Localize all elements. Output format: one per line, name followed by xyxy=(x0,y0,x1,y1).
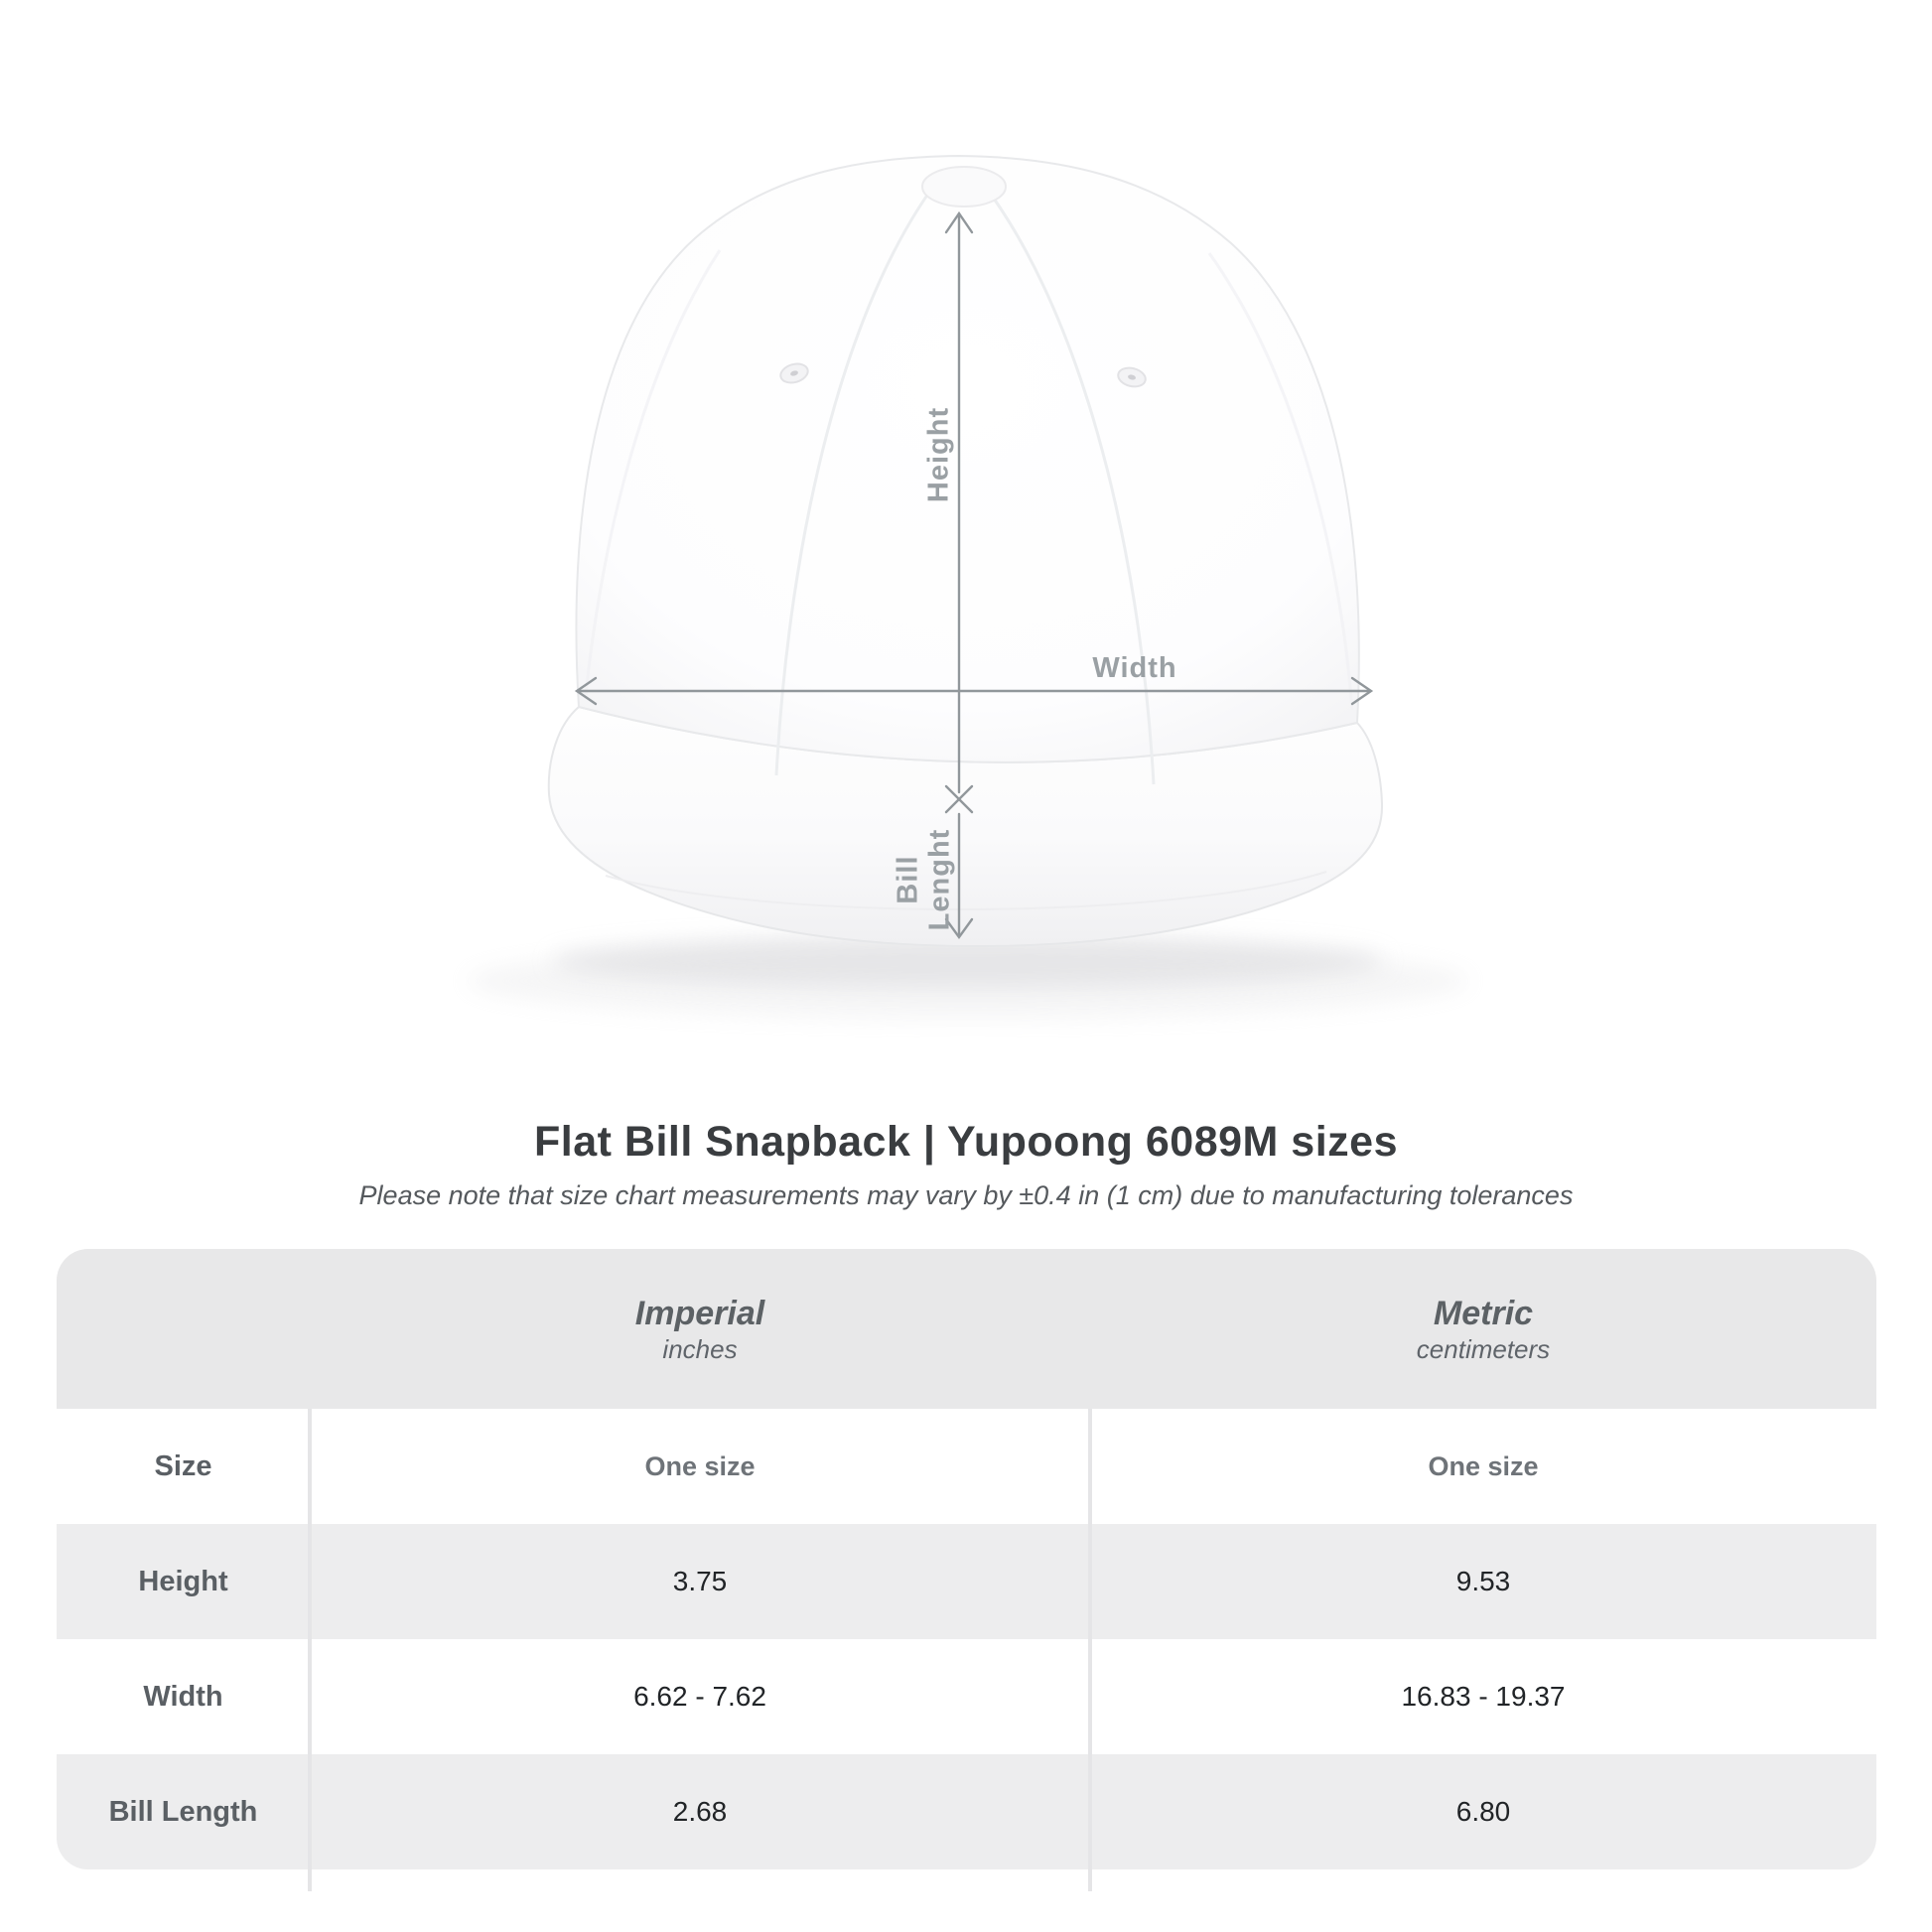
width-measure-label: Width xyxy=(1092,652,1177,684)
table-row xyxy=(57,1524,1876,1639)
tolerance-note: Please note that size chart measurements may vary by ±0.4 in (1 cm) due to manufacturing tolerances xyxy=(358,1180,1574,1210)
table-row xyxy=(57,1754,1876,1869)
metric-value: One size xyxy=(1428,1450,1539,1481)
metric-value: 9.53 xyxy=(1455,1566,1511,1596)
imperial-column-header xyxy=(310,1249,1090,1409)
column-divider xyxy=(308,1409,312,1891)
metric-column-header xyxy=(1090,1249,1876,1409)
row-label: Width xyxy=(143,1680,223,1713)
page-title: Flat Bill Snapback | Yupoong 6089M sizes xyxy=(534,1118,1398,1166)
table-header xyxy=(57,1249,1876,1409)
imperial-value: 6.62 - 7.62 xyxy=(633,1681,766,1712)
table-row xyxy=(57,1639,1876,1754)
row-label: Height xyxy=(138,1565,228,1597)
imperial-value: One size xyxy=(644,1450,756,1481)
imperial-value: 3.75 xyxy=(672,1566,728,1596)
row-label: Size xyxy=(154,1449,212,1482)
metric-value: 16.83 - 19.37 xyxy=(1401,1681,1566,1712)
table-row xyxy=(57,1409,1876,1524)
metric-unit: centimeters xyxy=(1416,1333,1551,1364)
metric-value: 6.80 xyxy=(1455,1796,1511,1827)
height-measure-label: Height xyxy=(922,406,955,503)
row-label: Bill Length xyxy=(108,1795,258,1828)
imperial-value: 2.68 xyxy=(672,1796,728,1827)
imperial-unit: inches xyxy=(662,1333,738,1364)
bill-length-measure-label-line2: Lenght xyxy=(923,828,956,931)
hat-button xyxy=(922,167,1006,207)
hat-shadow xyxy=(467,935,1469,1019)
size-table xyxy=(57,1249,1876,1869)
imperial-label: Imperial xyxy=(634,1294,765,1332)
bill-length-measure-label-line1: Bill xyxy=(892,855,924,904)
column-divider xyxy=(1088,1409,1092,1891)
metric-label: Metric xyxy=(1433,1294,1534,1332)
heading-block xyxy=(0,1116,1932,1211)
